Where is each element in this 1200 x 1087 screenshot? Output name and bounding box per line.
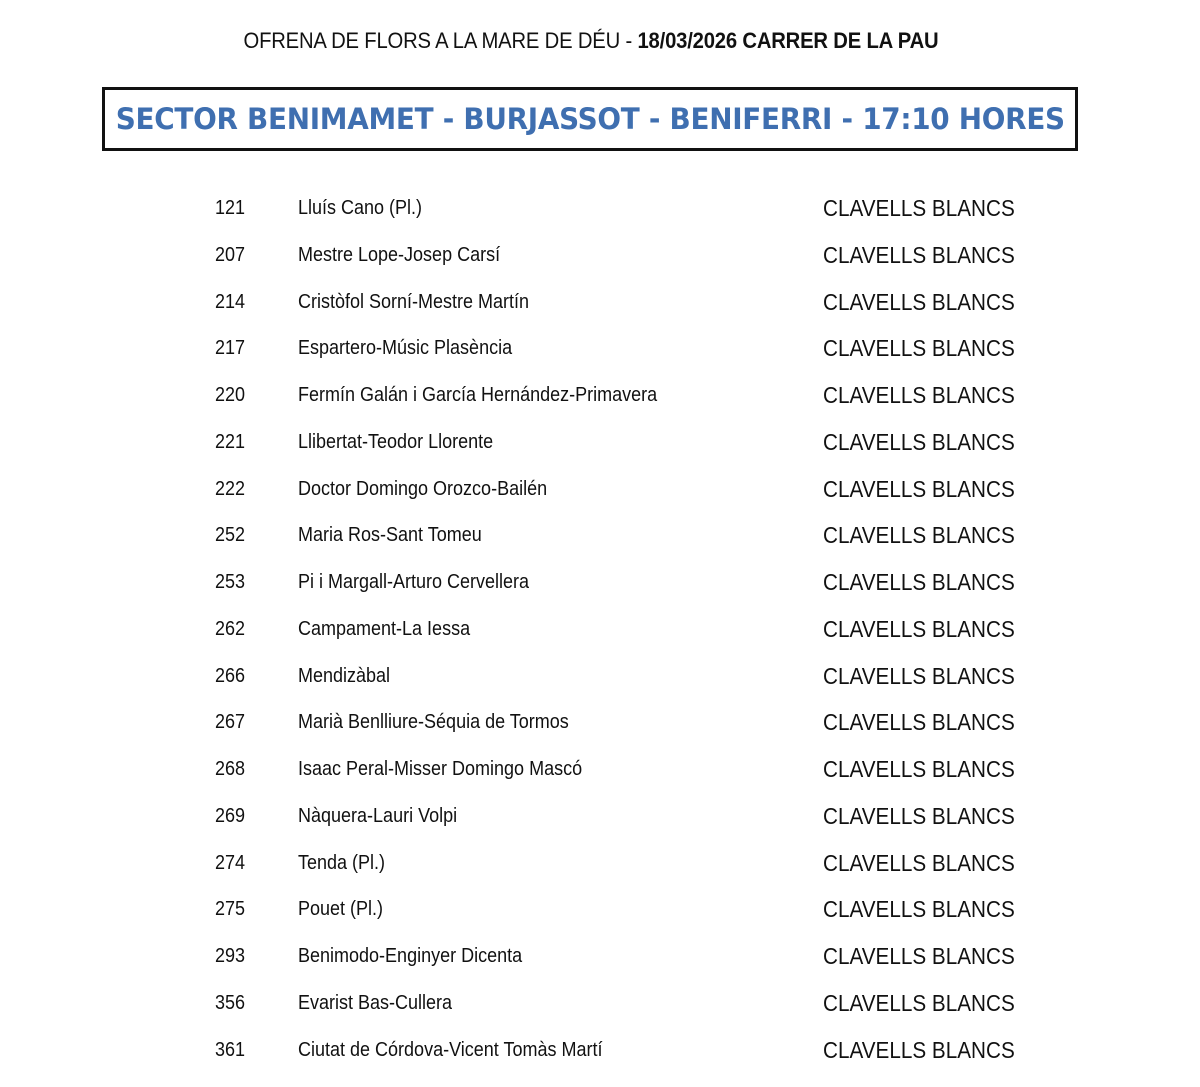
- entry-flower: CLAVELLS BLANCS: [823, 756, 1015, 782]
- entry-flower: CLAVELLS BLANCS: [823, 943, 1015, 969]
- entry-name: Ciutat de Córdova-Vicent Tomàs Martí: [298, 1038, 603, 1061]
- entry-number: 220: [215, 384, 246, 406]
- entry-number: 217: [215, 337, 246, 360]
- entry-name: Espartero-Músic Plasència: [298, 337, 513, 360]
- list-item: [0, 933, 1200, 980]
- header-date-place: 18/03/2026 CARRER DE LA PAU: [637, 28, 939, 53]
- entry-number: 262: [215, 617, 246, 640]
- entry-name: Maria Ros-Sant Tomeu: [298, 524, 482, 547]
- list-item: [0, 372, 1200, 419]
- list-item: [0, 419, 1200, 466]
- entry-name: Doctor Domingo Orozco-Bailén: [298, 477, 548, 500]
- entry-number: 121: [215, 197, 246, 219]
- entry-number: 293: [215, 945, 246, 967]
- list-item: [0, 1027, 1200, 1074]
- entry-name: Isaac Peral-Misser Domingo Mascó: [298, 758, 583, 780]
- list-item: [0, 325, 1200, 372]
- entry-flower: CLAVELLS BLANCS: [823, 1036, 1015, 1063]
- sector-title-box: [102, 87, 1078, 151]
- entry-number: 252: [215, 524, 246, 547]
- entry-name: Marià Benlliure-Séquia de Tormos: [298, 711, 569, 734]
- entry-flower: CLAVELLS BLANCS: [823, 382, 1015, 408]
- list-item: [0, 886, 1200, 933]
- entry-name: Pouet (Pl.): [298, 898, 384, 921]
- entry-flower: CLAVELLS BLANCS: [823, 522, 1015, 549]
- list-item: [0, 512, 1200, 559]
- entry-name: Lluís Cano (Pl.): [298, 197, 423, 219]
- entry-flower: CLAVELLS BLANCS: [823, 335, 1015, 362]
- entry-flower: CLAVELLS BLANCS: [823, 709, 1015, 736]
- list-item: [0, 746, 1200, 793]
- entry-name: Benimodo-Enginyer Dicenta: [298, 945, 523, 967]
- entry-flower: CLAVELLS BLANCS: [823, 802, 1015, 829]
- sector-title: SECTOR BENIMAMET - BURJASSOT - BENIFERRI - 17:10 HORES: [115, 102, 1065, 136]
- entry-number: 266: [215, 664, 246, 687]
- entry-flower: CLAVELLS BLANCS: [823, 428, 1015, 455]
- list-item: [0, 559, 1200, 606]
- entry-name: Fermín Galán i García Hernández-Primavera: [298, 384, 658, 406]
- list-item: [0, 466, 1200, 513]
- entry-name: Pi i Margall-Arturo Cervellera: [298, 571, 530, 593]
- entry-number: 253: [215, 571, 246, 593]
- entry-number: 269: [215, 804, 246, 827]
- list-item: [0, 653, 1200, 700]
- header-prefix: OFRENA DE FLORS A LA MARE DE DÉU -: [243, 28, 638, 53]
- document-header: [47, 28, 1134, 54]
- entry-flower: CLAVELLS BLANCS: [823, 475, 1015, 502]
- list-item: [0, 232, 1200, 279]
- list-item: [0, 699, 1200, 746]
- entry-number: 275: [215, 898, 246, 921]
- list-item: [0, 185, 1200, 232]
- entry-name: Nàquera-Lauri Volpi: [298, 804, 458, 827]
- entry-name: Mendizàbal: [298, 664, 391, 687]
- entry-flower: CLAVELLS BLANCS: [823, 662, 1015, 689]
- entry-flower: CLAVELLS BLANCS: [823, 989, 1015, 1016]
- entry-flower: CLAVELLS BLANCS: [823, 615, 1015, 642]
- entry-flower: CLAVELLS BLANCS: [823, 896, 1015, 923]
- entry-number: 214: [215, 290, 246, 313]
- entry-flower: CLAVELLS BLANCS: [823, 569, 1015, 595]
- entry-number: 221: [215, 430, 246, 453]
- entry-number: 274: [215, 851, 246, 874]
- entry-number: 267: [215, 711, 246, 734]
- list-item: [0, 840, 1200, 887]
- entry-name: Mestre Lope-Josep Carsí: [298, 243, 501, 266]
- entry-number: 356: [215, 991, 246, 1014]
- entry-name: Campament-La Iessa: [298, 617, 471, 640]
- entry-flower: CLAVELLS BLANCS: [823, 849, 1015, 876]
- entry-name: Evarist Bas-Cullera: [298, 991, 453, 1014]
- entry-number: 222: [215, 477, 246, 500]
- entry-flower: CLAVELLS BLANCS: [823, 195, 1015, 221]
- list-item: [0, 279, 1200, 326]
- entries-list: [0, 185, 1200, 1073]
- list-item: [0, 980, 1200, 1027]
- entry-flower: CLAVELLS BLANCS: [823, 288, 1015, 315]
- entry-number: 268: [215, 758, 246, 780]
- list-item: [0, 606, 1200, 653]
- entry-name: Cristòfol Sorní-Mestre Martín: [298, 290, 530, 313]
- list-item: [0, 793, 1200, 840]
- entry-name: Tenda (Pl.): [298, 851, 386, 874]
- entry-flower: CLAVELLS BLANCS: [823, 241, 1015, 268]
- entry-name: Llibertat-Teodor Llorente: [298, 430, 494, 453]
- entry-number: 361: [215, 1038, 246, 1061]
- entry-number: 207: [215, 243, 246, 266]
